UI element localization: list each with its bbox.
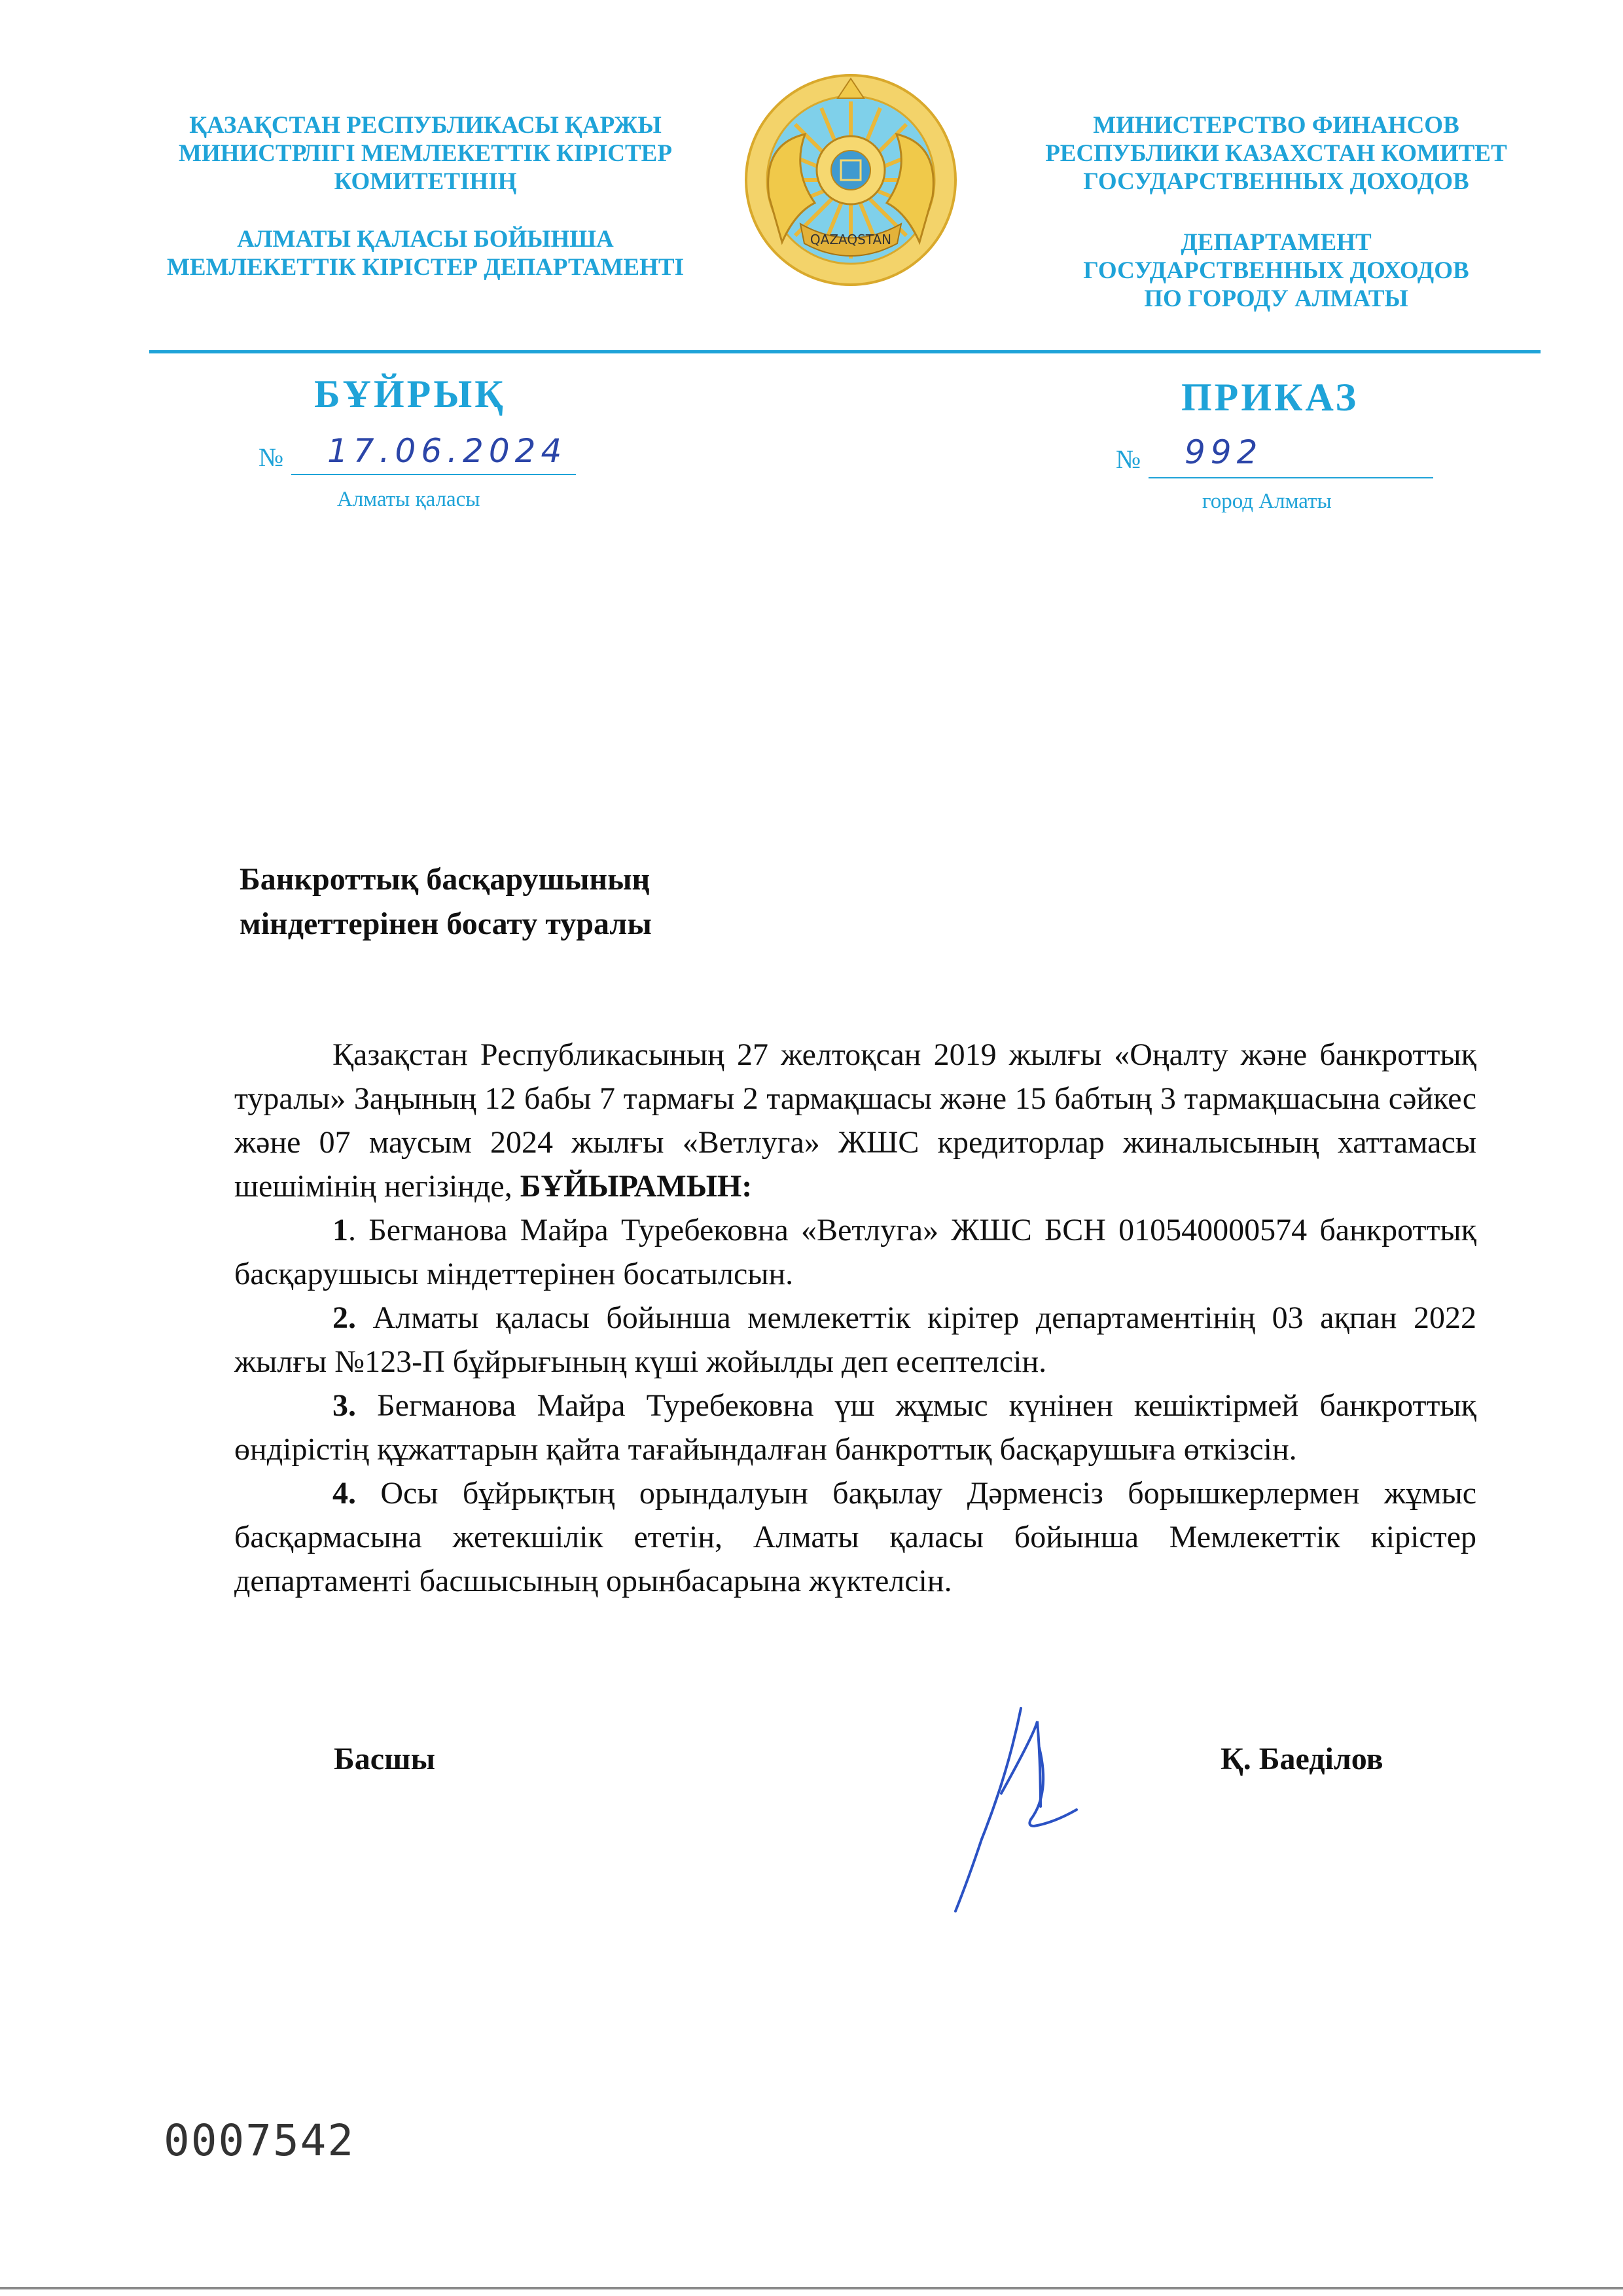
- order-type-right: ПРИКАЗ: [1181, 376, 1359, 419]
- number-label-left: №: [259, 442, 284, 472]
- handwritten-number: 992: [1185, 433, 1263, 471]
- list-item: [234, 1296, 1476, 1384]
- header-right-dept-line: ГОСУДАРСТВЕННЫХ ДОХОДОВ: [1083, 257, 1469, 284]
- item-number: 4.: [332, 1476, 356, 1511]
- city-right: город Алматы: [1202, 490, 1332, 513]
- header-left-org-line: ҚАЗАҚСТАН РЕСПУБЛИКАСЫ ҚАРЖЫ: [189, 112, 662, 139]
- date-line: [291, 474, 576, 475]
- document-title: [240, 857, 652, 946]
- state-emblem: [743, 72, 959, 288]
- emblem-text: QAZAQSTAN: [810, 232, 892, 247]
- header-divider: [149, 350, 1541, 353]
- header-right-org-line: РЕСПУБЛИКИ КАЗАХСТАН КОМИТЕТ: [1045, 140, 1507, 167]
- number-line: [1149, 477, 1433, 478]
- signatory-name: Қ. Баеділов: [1221, 1742, 1383, 1776]
- title-line: Банкроттық басқарушының: [240, 862, 651, 897]
- bottom-edge: [0, 2287, 1623, 2289]
- preamble: [234, 1033, 1476, 1208]
- item-text: Осы бұйрықтың орындалуын бақылау Дәрменсіз борышкерлермен жұмыс басқармасына жетекшілік ететін, Алматы қаласы бойынша Мемлекеттік кірістер департаменті басшысының орынбасарына жүктелсін.: [234, 1476, 1476, 1598]
- list-item: [234, 1471, 1476, 1603]
- serial-number: 0007542: [164, 2115, 355, 2166]
- header-right-org-line: ГОСУДАРСТВЕННЫХ ДОХОДОВ: [1083, 168, 1469, 195]
- header-right-dept-line: ПО ГОРОДУ АЛМАТЫ: [1144, 285, 1408, 312]
- header-right-org-line: МИНИСТЕРСТВО ФИНАНСОВ: [1093, 112, 1459, 139]
- header-right-org: [1008, 111, 1544, 313]
- item-number: 1: [332, 1213, 348, 1247]
- header-left-org-line: МИНИСТРЛІГІ МЕМЛЕКЕТТІК КІРІСТЕР: [179, 140, 672, 167]
- order-type-left: БҰЙРЫҚ: [314, 372, 506, 416]
- item-text: Бегманова Майра Туребековна үш жұмыс күнінен кешіктірмей банкроттық өндірістің құжаттарын қайта тағайындалған банкроттық басқарушыға өткізсін.: [234, 1388, 1476, 1467]
- preamble-bold: БҰЙЫРАМЫН:: [520, 1169, 753, 1204]
- handwritten-signature: [936, 1695, 1099, 1957]
- city-left: Алматы қаласы: [337, 488, 480, 511]
- header-left-dept-line: МЕМЛЕКЕТТІК КІРІСТЕР ДЕПАРТАМЕНТІ: [167, 254, 684, 281]
- document-body: [234, 1033, 1476, 1603]
- item-text: Алматы қаласы бойынша мемлекеттік кірітер департаментінің 03 ақпан 2022 жылғы №123-П бұйрығының күші жойылды деп есептелсін.: [234, 1300, 1476, 1379]
- header-left-org: [131, 111, 720, 281]
- preamble-text: Қазақстан Республикасының 27 желтоқсан 2019 жылғы «Оңалту және банкроттық туралы» Заңының 12 бабы 7 тармағы 2 тармақшасы және 15 бабтың 3 тармақшасына сәйкес және 07 маусым 2024 жылғы «Ветлуга» ЖШС кредиторлар жиналысының хаттамасы шешімінің негізінде,: [234, 1037, 1476, 1204]
- list-item: [234, 1384, 1476, 1471]
- item-text: . Бегманова Майра Туребековна «Ветлуга» ЖШС БСН 010540000574 банкроттық басқарушысы міндеттерінен босатылсын.: [234, 1213, 1476, 1291]
- signatory-position: Басшы: [334, 1742, 436, 1776]
- header-right-dept-line: ДЕПАРТАМЕНТ: [1181, 229, 1372, 256]
- number-label-right: №: [1116, 444, 1141, 474]
- item-number: 2.: [332, 1300, 356, 1335]
- header-left-org-line: КОМИТЕТІНІҢ: [334, 168, 517, 195]
- handwritten-date: 17.06.2024: [327, 432, 567, 470]
- list-item: [234, 1208, 1476, 1296]
- title-line: міндеттерінен босату туралы: [240, 906, 652, 941]
- item-number: 3.: [332, 1388, 356, 1423]
- header-left-dept-line: АЛМАТЫ ҚАЛАСЫ БОЙЫНША: [237, 226, 614, 253]
